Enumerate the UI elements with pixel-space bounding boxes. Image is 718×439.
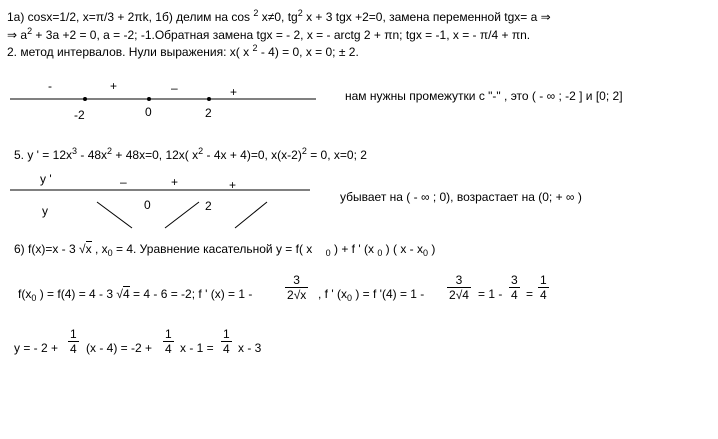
calc-part-a: $f(x_0$ ) = f(4) = 4 - 3 √4 = 4 - 6 = -2; f ' (x) = 1 - [18,287,253,303]
problem6-line: 6) f(x)=x - 3 √x , $x_0 = 4$. Уравнение касательной y = f( x $_0$ ) + f ' (x $_0$ ) ( x - $x_0$ ) [14,242,436,258]
interval1-sign-2: + [110,79,118,93]
increasing-arrow-1 [165,202,199,228]
increasing-arrow-2 [235,202,267,228]
fraction-3-over-4: $\frac{3}{4}$ [511,273,518,302]
interval1-point-2: 2 [205,106,212,120]
interval2-sign-1: – [120,175,127,189]
problem5-line: 5. y ' = $12x^3 - 48x^2 + 48x=0$, 12x( $x^2 - 4x + 4)=0$, $x(x-2)^2 = 0$, x=0; 2 [14,146,367,162]
sqrt-x: √x [79,242,92,256]
row-label-derivative: y ' [40,172,52,186]
interval1-sign-3: – [171,81,178,95]
interval1-sign-4: + [230,85,238,99]
tangent-part-b: (x - 4) = -2 + [86,341,153,355]
interval2-sign-3: + [229,178,237,192]
fraction-1-over-4: $\frac{1}{4}$ [540,273,547,302]
tangent-part-a: y = - 2 + [14,341,59,355]
tangent-fraction-3: $\frac{1}{4}$ [223,327,230,356]
problem1-line3: 2. метод интервалов. Нули выражения: x( x $^2$ - 4) = 0, x = 0; ± 2. [7,43,359,59]
interval1-sign-1: - [48,79,52,93]
tangent-part-c: x - 1 = [180,341,214,355]
decreasing-arrow [97,202,132,228]
calc-equals: = [526,287,534,301]
problem1-line1: 1a) cosx=1/2, x=π/3 + 2πk, 1б) делим на cos $^2$ x≠0, $tg^2$ x + 3 tgx +2=0, замена переменной tgx= a ⇒ [7,8,551,24]
interval2-point-0: 0 [144,198,151,212]
interval2-point-2: 2 [205,199,212,213]
point-marker-2 [207,97,211,101]
point-marker-0 [147,97,151,101]
problem1-line2: ⇒ $a^2 + 3a +2 = 0$, a = -2; -1.Обратная замена tgx = - 2, x = - arctg 2 + πn; tgx = -1, x = - π/4 + πn. [7,26,531,42]
interval1-point-neg2: -2 [74,108,85,122]
interval1-note: нам нужны промежутки с "-" , это ( - ∞ ; -2 ] и [0; 2] [345,89,623,103]
interval2-sign-2: + [171,175,179,189]
fraction-3-over-2sqrtx: $\frac{3}{2√x}$ [287,273,307,302]
fraction-3-over-2sqrt4: $\frac{3}{2√4}$ [449,273,469,302]
calc-part-b: , f ' ($x_0$ ) = f '(4) = 1 - [318,287,425,303]
row-label-function: y [42,204,48,218]
interval1-point-0: 0 [145,105,152,119]
monotonicity-note: убывает на ( - ∞ ; 0), возрастает на (0; + ∞ ) [340,190,582,204]
tangent-part-d: x - 3 [238,341,262,355]
calc-part-c: = 1 - [478,287,503,301]
sqrt-4: √4 [116,287,130,301]
tangent-fraction-1: $\frac{1}{4}$ [70,327,77,356]
point-marker-neg2 [83,97,87,101]
tangent-fraction-2: $\frac{1}{4}$ [165,327,172,356]
